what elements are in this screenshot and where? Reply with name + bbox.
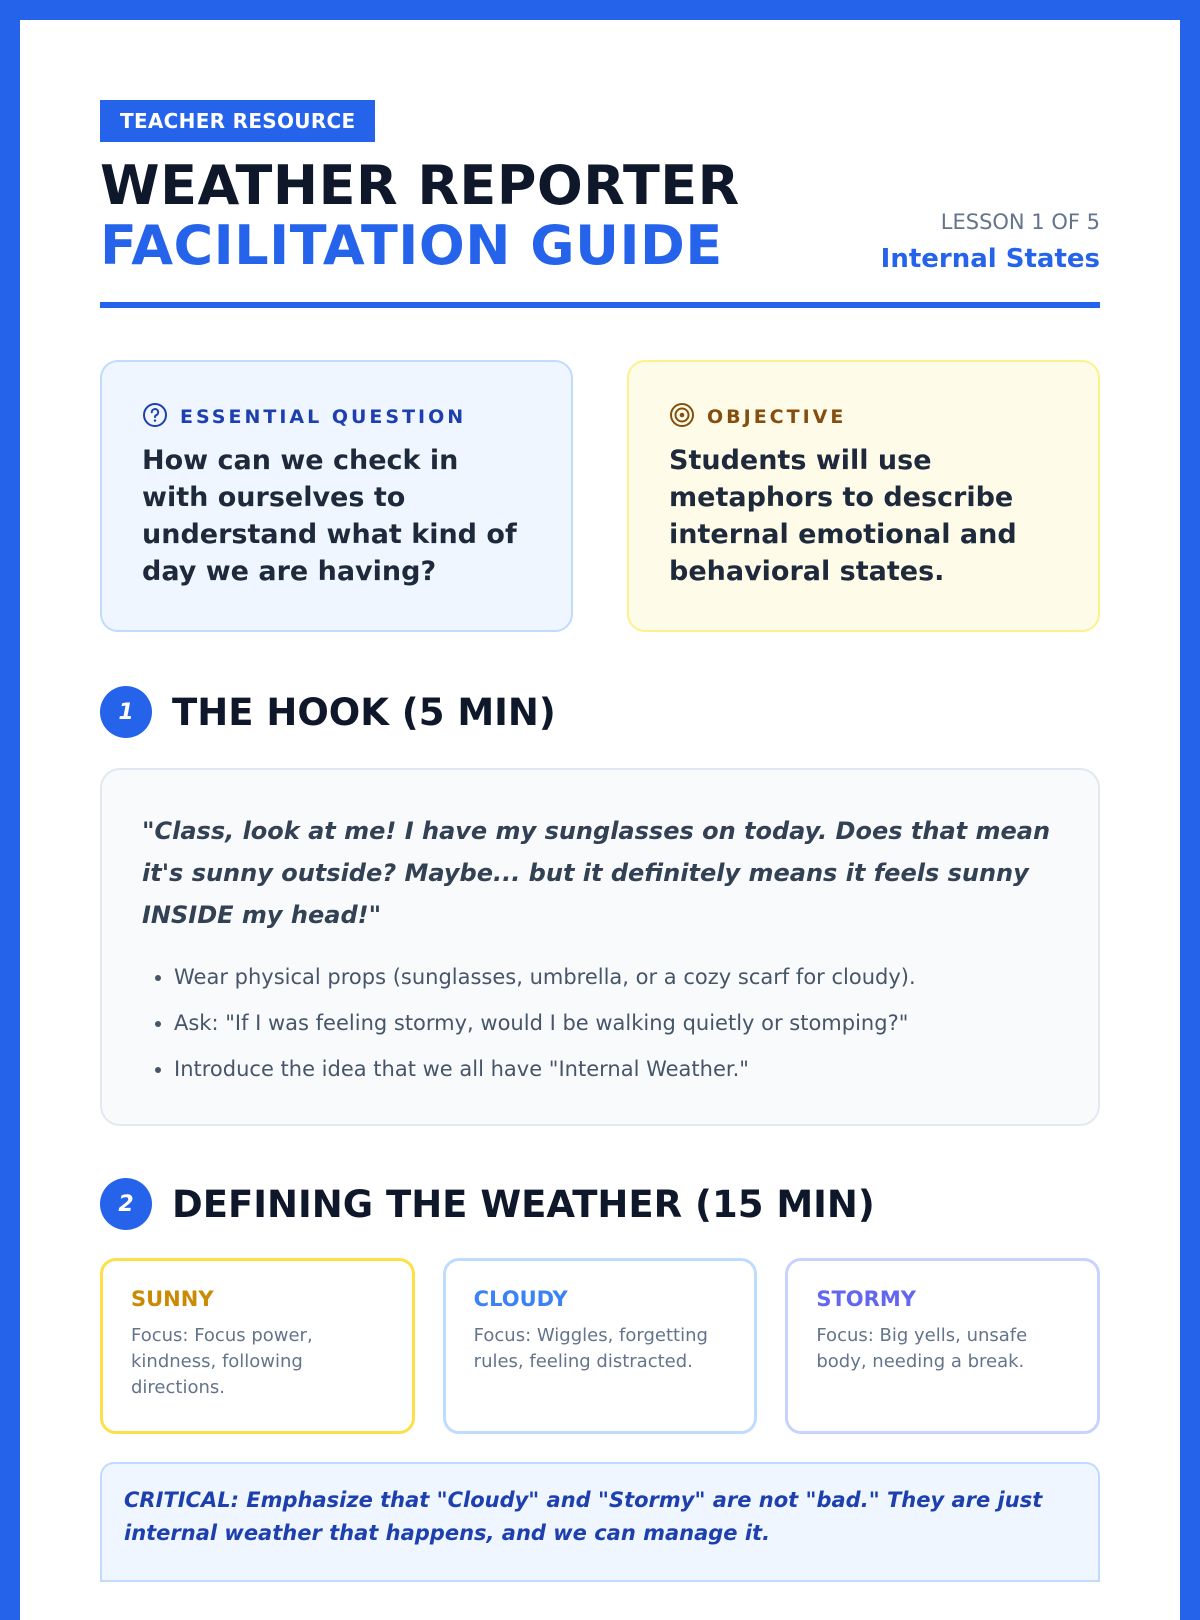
- weather-focus: Focus: Big yells, unsafe body, needing a break.: [816, 1325, 1028, 1372]
- list-item: • Introduce the idea that we all have "Internal Weather.": [174, 1046, 1058, 1092]
- hook-box: [100, 768, 1100, 1126]
- page-title: [100, 156, 740, 276]
- resource-tag: TEACHER RESOURCE: [100, 100, 375, 142]
- weather-name: SUNNY: [131, 1287, 214, 1311]
- lesson-number: LESSON 1 OF 5: [940, 210, 1100, 234]
- critical-note: [100, 1462, 1100, 1582]
- hook-quote: "Class, look at me! I have my sunglasses on today. Does that mean it's sunny outside? Maybe... but it definitely means it feels sunny INSIDE my head!": [142, 817, 1051, 929]
- weather-focus: Focus: Focus power, kindness, following directions.: [131, 1325, 313, 1398]
- critical-note-text: CRITICAL: Emphasize that "Cloudy" and "Stormy" are not "bad." They are just internal weather that happens, and we can manage it.: [124, 1488, 1043, 1545]
- target-icon: [669, 402, 695, 432]
- weather-card-cloudy: [443, 1258, 758, 1434]
- list-item: • Wear physical props (sunglasses, umbrella, or a cozy scarf for cloudy).: [174, 954, 1058, 1000]
- weather-card-stormy: [785, 1258, 1100, 1434]
- section-hook-header: [100, 686, 1100, 738]
- weather-card-sunny: [100, 1258, 415, 1434]
- objective-label: OBJECTIVE: [707, 406, 847, 428]
- section-title: THE HOOK (5 MIN): [172, 690, 556, 734]
- lesson-meta: [881, 210, 1100, 276]
- question-circle-icon: [142, 402, 168, 432]
- title-line-2: FACILITATION GUIDE: [100, 214, 723, 277]
- page-header: [100, 156, 1100, 308]
- essential-question-text: How can we check in with ourselves to understand what kind of day we are having?: [142, 445, 517, 587]
- weather-focus: Focus: Wiggles, forgetting rules, feeling distracted.: [473, 1325, 708, 1372]
- objective-text: Students will use metaphors to describe internal emotional and behavioral states.: [669, 445, 1017, 587]
- weather-cards: [100, 1258, 1100, 1434]
- section-number-badge: 1: [100, 686, 152, 738]
- weather-name: CLOUDY: [473, 1287, 568, 1311]
- section-weather-header: [100, 1178, 1100, 1230]
- lesson-topic: Internal States: [880, 244, 1100, 274]
- section-title: DEFINING THE WEATHER (15 MIN): [172, 1182, 875, 1226]
- weather-name: STORMY: [816, 1287, 916, 1311]
- title-line-1: WEATHER REPORTER: [100, 154, 740, 217]
- guide-page: [20, 20, 1180, 1620]
- essential-question-label: ESSENTIAL QUESTION: [180, 406, 467, 428]
- intro-cards: [100, 360, 1100, 632]
- hook-bullet-list: [142, 954, 1058, 1092]
- objective-card: [627, 360, 1100, 632]
- list-item: • Ask: "If I was feeling stormy, would I be walking quietly or stomping?": [174, 1000, 1058, 1046]
- section-number-badge: 2: [100, 1178, 152, 1230]
- essential-question-card: [100, 360, 573, 632]
